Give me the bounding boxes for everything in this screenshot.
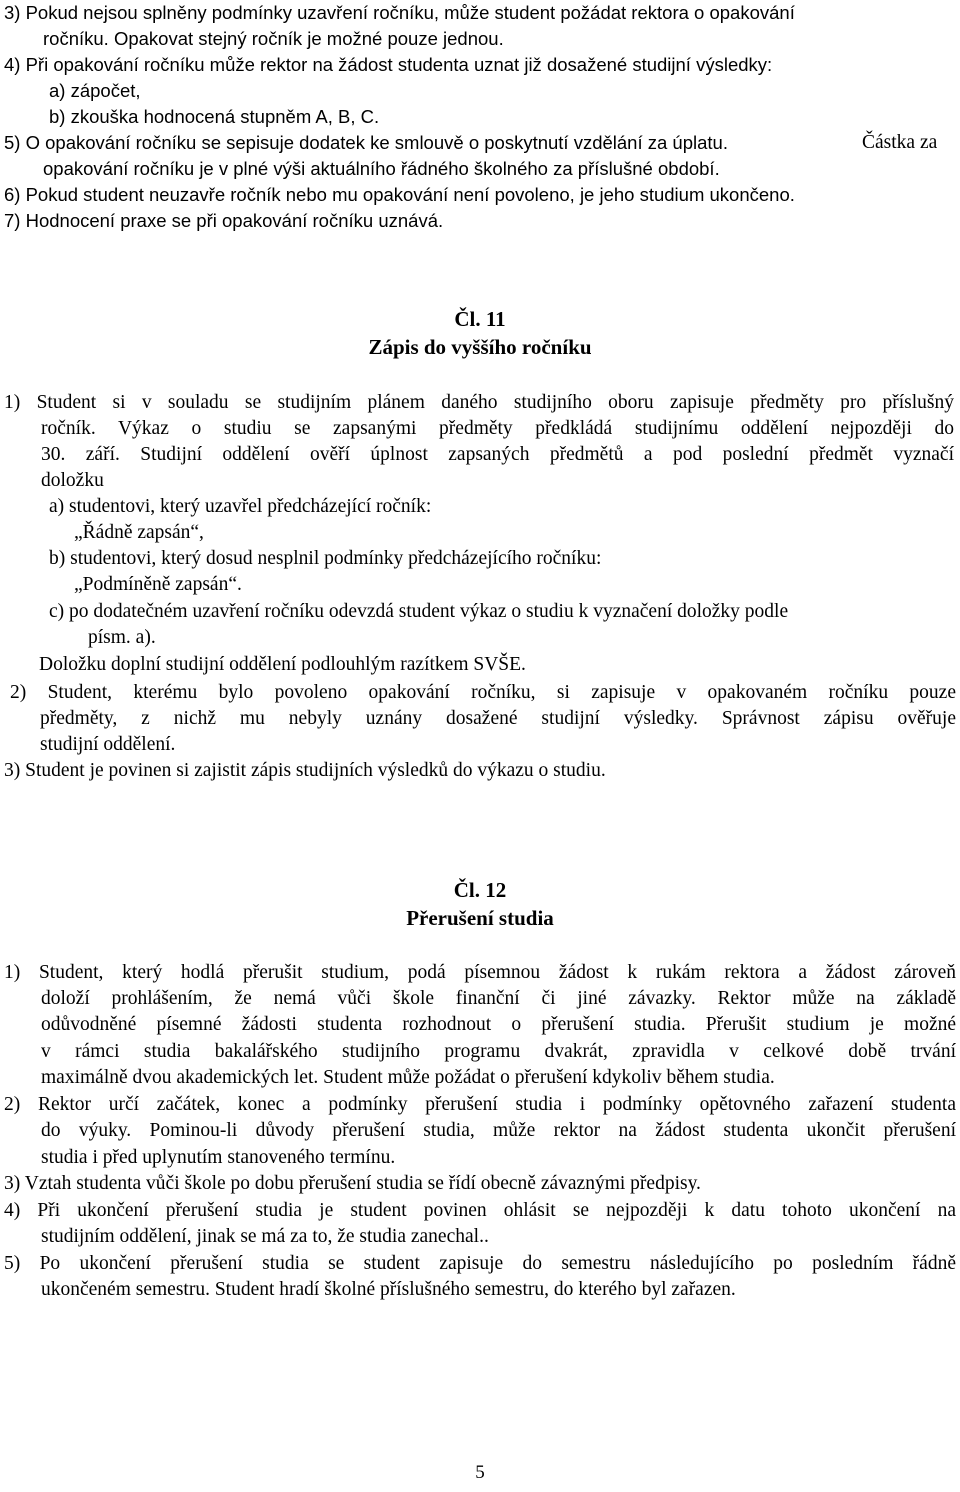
paragraph-line: 30. září. Studijní oddělení ověří úplnost zapsaných předmětů a pod poslední předmět vyznačí	[41, 444, 954, 465]
list-item: „Podmíněně zapsán“.	[74, 574, 242, 595]
paragraph-line: 5) Po ukončení přerušení studia se student zapisuje do semestru následujícího po posledním řádně	[4, 1253, 956, 1274]
paragraph-line: maximálně dvou akademických let. Student může požádat o přerušení kdykoliv během studia.	[41, 1067, 775, 1088]
list-item: c) po dodatečném uzavření ročníku odevzdá student výkaz o studiu k vyznačení doložky podle	[49, 601, 789, 622]
list-item: „Řádně zapsán“,	[74, 522, 204, 543]
paragraph-line: 2) Student, kterému bylo povoleno opakování ročníku, si zapisuje v opakovaném ročníku pouze	[10, 682, 956, 703]
paragraph-line: do výuky. Pominou-li důvody přerušení studia, může rektor na žádost studenta ukončit přerušení	[41, 1120, 956, 1141]
paragraph-line: v rámci studia bakalářského studijního programu dvakrát, zpravidla v celkové době trvání	[41, 1041, 956, 1062]
paragraph-line: doložku	[41, 470, 104, 491]
paragraph-line: Částka za	[862, 132, 938, 153]
paragraph-line: ukončeném semestru. Student hradí školné příslušného semestru, do kterého byl zařazen.	[41, 1279, 736, 1300]
list-item: b) studentovi, který dosud nesplnil podmínky předcházejícího ročníku:	[49, 548, 602, 569]
paragraph-line: Doložku doplní studijní oddělení podlouhlým razítkem SVŠE.	[39, 654, 526, 675]
paragraph-line: odůvodněné písemné žádosti studenta rozhodnout o přerušení studia. Přerušit studium je možné	[41, 1014, 956, 1035]
paragraph-line: 4) Při opakování ročníku může rektor na žádost studenta uznat již dosažené studijní výsledky:	[4, 54, 773, 75]
page-number: 5	[475, 1462, 485, 1483]
paragraph-line: 6) Pokud student neuzavře ročník nebo mu opakování není povoleno, je jeho studium ukončeno.	[4, 184, 795, 205]
article-title: Zápis do vyššího ročníku	[368, 335, 592, 359]
paragraph-line: 2) Rektor určí začátek, konec a podmínky přerušení studia i podmínky opětovného zařazení studenta	[4, 1094, 956, 1115]
paragraph-line: 7) Hodnocení praxe se při opakování ročníku uznává.	[4, 210, 444, 231]
list-item: a) studentovi, který uzavřel předcházející ročník:	[49, 496, 432, 517]
paragraph-line: 1) Student si v souladu se studijním plánem daného studijního oboru zapisuje předměty pro příslušný	[4, 392, 954, 413]
paragraph-line: 3) Pokud nejsou splněny podmínky uzavření ročníku, může student požádat rektora o opakování	[4, 2, 795, 23]
paragraph-line: 1) Student, který hodlá přerušit studium, podá písemnou žádost k rukám rektora a žádost zároveň	[4, 962, 956, 983]
paragraph-line: studia i před uplynutím stanoveného termínu.	[41, 1147, 396, 1168]
article-number: Čl. 11	[454, 307, 506, 331]
paragraph-line: 3) Student je povinen si zajistit zápis studijních výsledků do výkazu o studiu.	[4, 760, 606, 781]
article-title: Přerušení studia	[406, 906, 554, 930]
paragraph-line: 4) Při ukončení přerušení studia je student povinen ohlásit se nejpozději k datu tohoto ukončení na	[4, 1200, 956, 1221]
paragraph-line: 5) O opakování ročníku se sepisuje dodatek ke smlouvě o poskytnutí vzdělání za úplatu.	[4, 132, 728, 153]
paragraph-line: předměty, z nichž mu nebyly uznány dosažené studijní výsledky. Správnost zápisu ověřuje	[40, 708, 956, 729]
article-number: Čl. 12	[453, 878, 507, 902]
paragraph-line: ročníku. Opakovat stejný ročník je možné pouze jednou.	[43, 28, 504, 49]
paragraph-line: opakování ročníku je v plné výši aktuálního řádného školného za příslušné období.	[43, 158, 720, 179]
list-item: b) zkouška hodnocená stupněm A, B, C.	[49, 106, 380, 127]
paragraph-line: ročník. Výkaz o studiu se zapsanými předměty předkládá studijnímu oddělení nejpozději do	[41, 418, 954, 439]
list-item: a) zápočet,	[49, 80, 141, 101]
paragraph-line: 3) Vztah studenta vůči škole po dobu přerušení studia se řídí obecně závaznými předpisy.	[4, 1173, 701, 1194]
list-item: písm. a).	[88, 627, 156, 648]
paragraph-line: studijním oddělení, jinak se má za to, že studia zanechal..	[41, 1226, 489, 1247]
paragraph-line: studijní oddělení.	[40, 734, 176, 755]
paragraph-line: doloží prohlášením, že nemá vůči škole finanční či jiné závazky. Rektor může na základě	[41, 988, 956, 1009]
